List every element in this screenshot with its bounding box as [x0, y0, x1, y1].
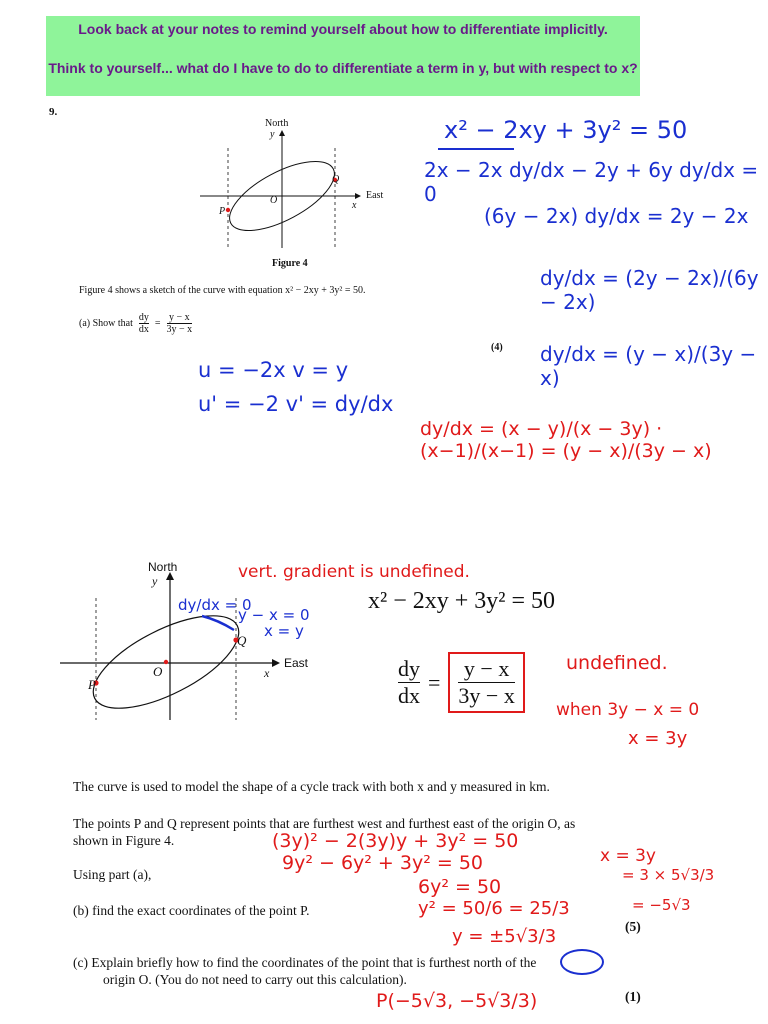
large-dy-dx: [398, 656, 420, 709]
fig-label-north: North: [265, 118, 289, 129]
hw-underline: [438, 148, 514, 150]
fig2-label-q: Q: [237, 633, 247, 648]
hw-blue-2: 2x − 2x dy/dx − 2y + 6y dy/dx = 0: [424, 158, 759, 206]
fig-label-q: Q: [332, 174, 340, 185]
hw-blue-yx0: y − x = 0: [238, 606, 310, 624]
equation-large: x² − 2xy + 3y² = 50: [368, 588, 555, 614]
hw-red-x-eq-3y: x = 3y: [600, 846, 656, 866]
fig-label-x: x: [352, 200, 357, 211]
numerator-dy: dy: [138, 312, 149, 323]
hw-red-sub-1: (3y)² − 2(3y)y + 3y² = 50: [272, 830, 519, 852]
figure-4-small: [190, 118, 370, 258]
result-fraction: [167, 312, 193, 335]
hw-blue-dy0: dy/dx = 0: [178, 596, 252, 614]
part-c-line-1: (c) Explain briefly how to find the coordinates of the point that is furthest north of the: [73, 955, 537, 970]
fig2-label-o: O: [153, 664, 163, 679]
hw-blue-3: (6y − 2x) dy/dx = 2y − 2x: [484, 204, 749, 228]
dy-dx-fraction: [139, 312, 149, 335]
hw-blue-xy: x = y: [264, 622, 304, 640]
model-text: The curve is used to model the shape of a cycle track with both x and y measured in km.: [73, 779, 550, 794]
hw-red-when: when 3y − x = 0: [556, 700, 700, 720]
hw-red-x3y: x = 3y: [628, 728, 688, 749]
fig-label-east: East: [366, 190, 384, 201]
points-text-2: shown in Figure 4.: [73, 833, 175, 848]
fig2-label-x: x: [264, 666, 270, 680]
hw-red-sub-5: y = ±5√3/3: [452, 926, 557, 947]
points-text-1: The points P and Q represent points that are furthest west and furthest east of the origin O, as: [73, 816, 576, 831]
hw-red-sub-2: 9y² − 6y² + 3y² = 50: [282, 852, 484, 874]
marks-a: (4): [491, 342, 503, 353]
figure-caption: Figure 4: [272, 258, 308, 269]
large-dy: dy: [398, 656, 420, 681]
fig2-label-east: East: [284, 656, 309, 670]
hw-blue-7: u' = −2 v' = dy/dx: [198, 392, 394, 416]
fig-label-p: P: [219, 206, 226, 217]
hw-blue-5: dy/dx = (y − x)/(3y − x): [540, 342, 757, 390]
large-num: y − x: [463, 656, 510, 681]
banner-line-1: Look back at your notes to remind yourself about how to differentiate implicitly.: [78, 21, 608, 37]
hw-red-3x: = 3 × 5√3/3: [622, 866, 715, 884]
fig2-label-y: y: [152, 574, 158, 588]
question-number: 9.: [49, 106, 58, 118]
denominator-dx: dx: [138, 324, 149, 335]
numerator-y-minus-x: y − x: [169, 312, 190, 323]
figure-4-large: [60, 560, 290, 720]
part-b: (b) find the exact coordinates of the point P.: [73, 903, 310, 918]
banner-line-2: Think to yourself... what do I have to do to differentiate a term in y, but with respect to x?: [48, 60, 638, 76]
marks-c: (1): [625, 989, 641, 1004]
derivative-large: $\frac{dy}{dx}$ = $\frac{y - x}{3y - x}$: [398, 652, 525, 713]
fig-label-y: y: [270, 129, 275, 140]
large-result-boxed: [448, 652, 524, 713]
circle-north: [560, 949, 604, 975]
fig2-label-north: North: [148, 560, 178, 574]
using-part-a: Using part (a),: [73, 867, 152, 882]
hw-blue-4: dy/dx = (2y − 2x)/(6y − 2x): [540, 266, 759, 314]
hw-red-vert: vert. gradient is undefined.: [238, 562, 470, 582]
part-a: (a) Show that $\frac{dy}{dx}$ = $\frac{y - x}{3y - x}$: [79, 312, 193, 335]
hw-red-1: dy/dx = (x − y)/(x − 3y) · (x−1)/(x−1) = (y − x)/(3y − x): [420, 418, 712, 462]
hw-red-neg5r3: = −5√3: [632, 896, 691, 914]
marks-b: (5): [625, 919, 641, 934]
hw-blue-6: u = −2x v = y: [198, 358, 349, 382]
hw-blue-1: x² − 2xy + 3y² = 50: [444, 116, 688, 144]
large-dx: dx: [398, 683, 420, 708]
hw-red-point-p: P(−5√3, −5√3/3): [376, 990, 538, 1012]
figure-intro: Figure 4 shows a sketch of the curve with equation x² − 2xy + 3y² = 50.: [79, 285, 366, 296]
part-a-prefix: (a) Show that: [79, 318, 133, 329]
fig-label-o: O: [270, 195, 278, 206]
hw-red-sub-4: y² = 50/6 = 25/3: [418, 898, 570, 919]
fig2-label-p: P: [88, 677, 96, 692]
hw-red-sub-3: 6y² = 50: [418, 876, 502, 898]
large-den: 3y − x: [458, 683, 515, 708]
part-c-line-2: origin O. (You do not need to carry out this calculation).: [103, 972, 407, 987]
instruction-banner: [46, 16, 640, 96]
denominator-3y-minus-x: 3y − x: [166, 324, 193, 335]
hw-red-undefined: undefined.: [566, 652, 668, 674]
